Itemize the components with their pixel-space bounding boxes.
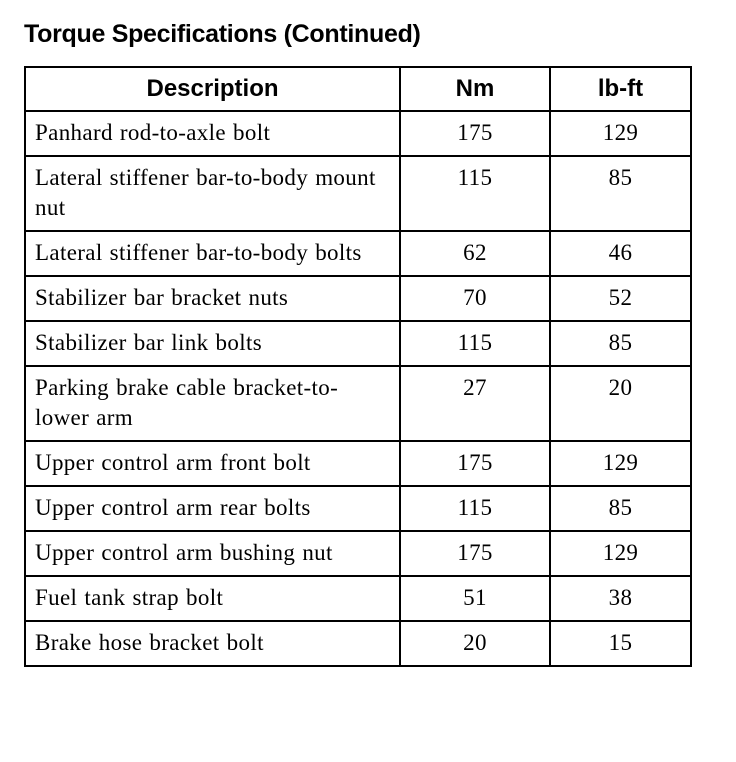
- description-cell: Fuel tank strap bolt: [25, 576, 400, 621]
- table-row: [25, 441, 691, 486]
- lbft-cell: 20: [550, 366, 691, 441]
- table-row: [25, 486, 691, 531]
- column-header-description: Description: [25, 67, 400, 111]
- nm-cell: 27: [400, 366, 550, 441]
- nm-cell: 20: [400, 621, 550, 666]
- lbft-cell: 129: [550, 441, 691, 486]
- table-row: [25, 531, 691, 576]
- table-row: [25, 321, 691, 366]
- table-row: [25, 621, 691, 666]
- description-cell: Stabilizer bar link bolts: [25, 321, 400, 366]
- description-cell: Parking brake cable bracket-to-lower arm: [25, 366, 400, 441]
- table-row: [25, 231, 691, 276]
- nm-cell: 115: [400, 486, 550, 531]
- nm-cell: 62: [400, 231, 550, 276]
- lbft-cell: 129: [550, 531, 691, 576]
- lbft-cell: 129: [550, 111, 691, 156]
- description-cell: Upper control arm front bolt: [25, 441, 400, 486]
- column-header-lbft: lb-ft: [550, 67, 691, 111]
- description-cell: Upper control arm rear bolts: [25, 486, 400, 531]
- table-row: [25, 276, 691, 321]
- lbft-cell: 85: [550, 156, 691, 231]
- description-cell: Brake hose bracket bolt: [25, 621, 400, 666]
- nm-cell: 51: [400, 576, 550, 621]
- lbft-cell: 85: [550, 321, 691, 366]
- description-cell: Lateral stiffener bar-to-body mount nut: [25, 156, 400, 231]
- nm-cell: 175: [400, 441, 550, 486]
- nm-cell: 115: [400, 321, 550, 366]
- nm-cell: 175: [400, 531, 550, 576]
- nm-cell: 175: [400, 111, 550, 156]
- description-cell: Stabilizer bar bracket nuts: [25, 276, 400, 321]
- lbft-cell: 15: [550, 621, 691, 666]
- table-row: [25, 111, 691, 156]
- lbft-cell: 52: [550, 276, 691, 321]
- page-title: Torque Specifications (Continued): [24, 20, 421, 48]
- table-row: [25, 576, 691, 621]
- column-header-nm: Nm: [400, 67, 550, 111]
- table-row: [25, 366, 691, 441]
- lbft-cell: 46: [550, 231, 691, 276]
- table-header-row: [25, 67, 691, 111]
- description-cell: Lateral stiffener bar-to-body bolts: [25, 231, 400, 276]
- torque-spec-table: [24, 66, 692, 667]
- lbft-cell: 38: [550, 576, 691, 621]
- description-cell: Upper control arm bushing nut: [25, 531, 400, 576]
- nm-cell: 115: [400, 156, 550, 231]
- lbft-cell: 85: [550, 486, 691, 531]
- table-row: [25, 156, 691, 231]
- description-cell: Panhard rod-to-axle bolt: [25, 111, 400, 156]
- nm-cell: 70: [400, 276, 550, 321]
